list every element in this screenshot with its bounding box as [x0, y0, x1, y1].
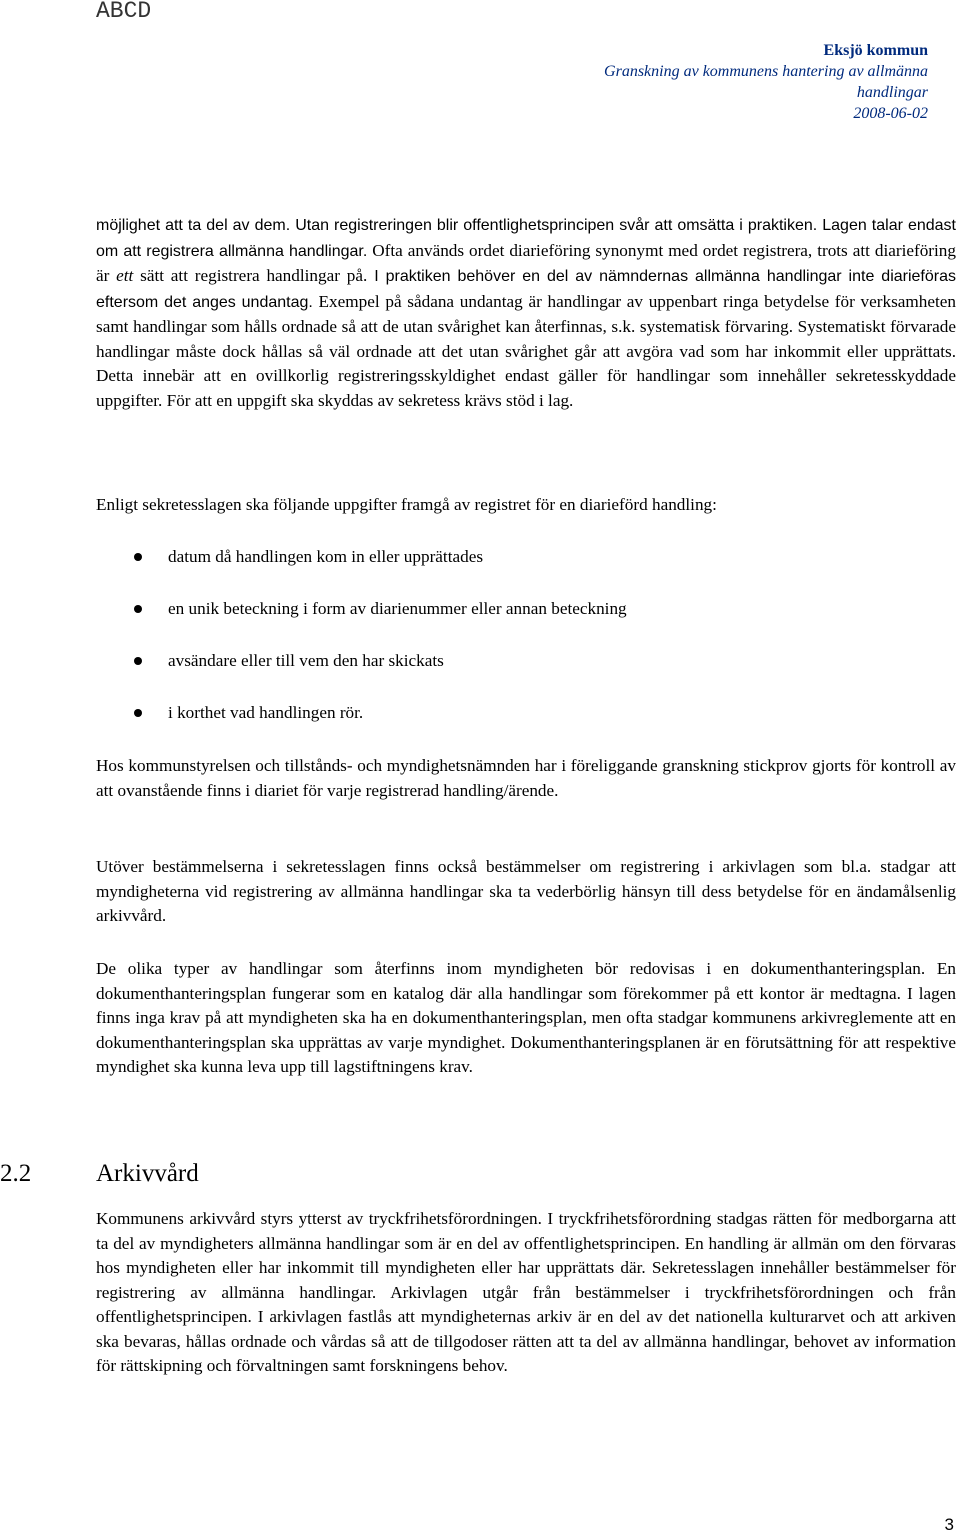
paragraph-required-details: Enligt sekretesslagen ska följande uppgifter framgå av registret för en diarieförd handling:	[96, 495, 717, 514]
section-number: 2.2	[0, 1160, 32, 1187]
list-item	[96, 649, 956, 701]
page-header	[604, 40, 928, 124]
paragraph-registration-part2: Ofta används ordet diarieföring synonymt med ordet registrera, trots att diarieföring är	[96, 240, 956, 285]
header-organization: Eksjö kommun	[823, 42, 928, 59]
paragraph-registration-part3: sätt att registrera handlingar på.	[133, 266, 368, 285]
paragraph-document-plan: De olika typer av handlingar som återfinns inom myndigheten bör redovisas i en dokumenthanteringsplan. En dokumenthanteringsplan fungerar som en katalog där alla handlingar som förekommer på ett kontor är medtagna. I lagen finns inga krav på att myndigheten ska ha en dokumenthanteringsplan, men ofta stadgar kommunens arkivreglemente att en dokumenthanteringsplan ska upprättas av varje myndighet. Dokumenthanteringsplanen är en förutsättning för att respektive myndighet ska kunna leva upp till lagstiftningens krav.	[96, 959, 956, 1076]
page-number: 3	[944, 1515, 954, 1534]
paragraph-registration-part4: I praktiken behöver en del av nämndernas allmänna handlingar inte diarieföras eftersom det anges undantag.	[96, 268, 956, 311]
list-item	[96, 597, 956, 649]
list-item-text: i korthet vad handlingen rör.	[168, 703, 364, 722]
header-report-title-line2: handlingar	[856, 84, 928, 101]
paragraph-archive-law: Utöver bestämmelserna i sekretesslagen finns också bestämmelser om registrering i arkivlagen som bl.a. stadgar att myndigheterna vid registrering av allmänna handlingar ska ta vederbörlig hänsyn till dess betydelse för en ändamålsenlig arkivvård.	[96, 857, 956, 925]
paragraph-archive-care: Kommunens arkivvård styrs ytterst av tryckfrihetsförordningen. I tryckfrihetsförordning stadgas rätten för medborgarna att ta del av myndigheters allmänna handlingar som är en del av offentlighetsprincipen. En handling är allmän om den förvaras hos myndigheten eller har inkommit till myndigheten eller har upprättats där. Sekretesslagen innehåller bestämmelser för registrering av allmänna handlingar. Arkivlagen utgår från bestämmelser i tryckfrihetsförordningen och från offentlighetsprincipen. I arkivlagen fastlås att myndigheternas arkiv är en del av det nationella kulturarvet och att arkiven ska bevaras, hållas ordnade och vårdas så att de tillgodoser rätten att ta del av allmänna handlingar, behovet av information för rättskipning och förvaltningen samt forskningens behov.	[96, 1209, 956, 1375]
header-report-title-line1: Granskning av kommunens hantering av allmänna	[604, 63, 928, 80]
bullet-icon	[134, 709, 142, 717]
list-item	[96, 701, 956, 753]
bullet-icon	[134, 553, 142, 561]
paragraph-registration	[96, 213, 956, 413]
list-item-text: avsändare eller till vem den har skickats	[168, 651, 444, 670]
paragraph-registration-emphasis: ett	[116, 266, 134, 285]
paragraph-registration-part1: möjlighet att ta del av dem. Utan registreringen blir offentlighetsprincipen svår att omsätta i praktiken. Lagen talar endast om att registrera allmänna handlingar.	[96, 217, 956, 260]
bullet-icon	[134, 657, 142, 665]
bullet-icon	[134, 605, 142, 613]
paragraph-registration-part5: Exempel på sådana undantag är handlingar av uppenbart ringa betydelse för verksamheten samt handlingar som hålls ordnade så att de utan svårighet kan återfinnas, s.k. systematisk förvaring. Systematiskt förvarade handlingar måste dock hållas så väl ordnade att det utan svårighet går att avgöra vad som har inkommit eller upprättats. Detta innebär att en ovillkorlig registreringsskyldighet endast gäller för handlingar som innehåller sekretesskyddade uppgifter. För att en uppgift ska skyddas av sekretess krävs stöd i lag.	[96, 291, 956, 410]
header-date: 2008-06-02	[853, 105, 928, 122]
list-item-text: en unik beteckning i form av diarienummer eller annan beteckning	[168, 599, 627, 618]
list-item	[96, 545, 956, 597]
paragraph-sample-check: Hos kommunstyrelsen och tillstånds- och myndighetsnämnden har i föreliggande granskning stickprov gjorts för kontroll av att ovanstående finns i diariet för varje registrerad handling/ärende.	[96, 756, 956, 800]
section-title: Arkivvård	[96, 1160, 199, 1187]
corner-label: ABCD	[96, 0, 152, 24]
list-item-text: datum då handlingen kom in eller upprättades	[168, 547, 484, 566]
required-details-list	[96, 545, 956, 753]
